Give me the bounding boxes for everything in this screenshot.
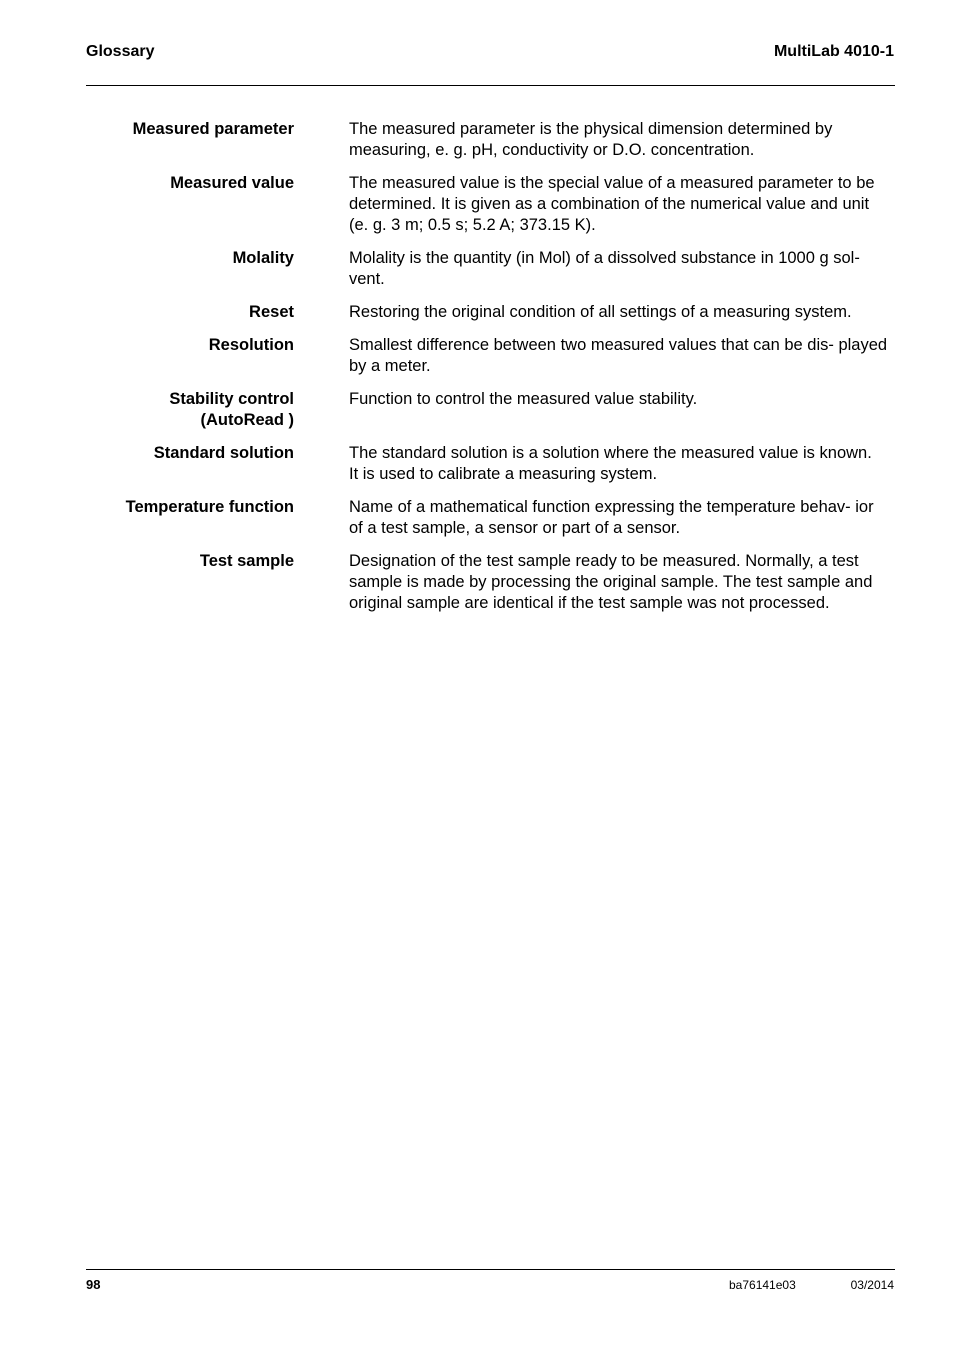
glossary-definition (349, 302, 889, 323)
glossary-term (86, 443, 294, 464)
glossary-definition-paragraph: The standard solution is a solution where the measured value is known. (349, 444, 872, 462)
footer-document-id: ba76141e03 (729, 1278, 796, 1292)
footer-page-number: 98 (86, 1277, 101, 1292)
glossary-definition (349, 335, 889, 377)
glossary-definition (349, 119, 889, 161)
glossary-definition (349, 443, 889, 485)
glossary-term-line: (AutoRead ) (200, 411, 294, 429)
glossary-entry (86, 335, 895, 377)
glossary-term (86, 335, 294, 356)
glossary-term-line: Resolution (208, 336, 294, 354)
header-section-title: Glossary (86, 43, 155, 60)
glossary-definition-paragraph: The measured parameter is the physical dimension determined by measuring, e. g. pH, conductivity or D.O. concentration. (349, 120, 833, 159)
glossary-entry (86, 551, 895, 614)
glossary-term-line: Measured value (170, 174, 294, 192)
glossary-term (86, 302, 294, 323)
glossary-definition-paragraph: Designation of the test sample ready to be measured. Normally, a test sample is made by processing the original sample. The test sample and original sample are identical if the test sample was not processed. (349, 552, 873, 612)
footer-date: 03/2014 (850, 1278, 894, 1292)
glossary-term-line: Temperature function (125, 498, 294, 516)
glossary-entry (86, 302, 895, 323)
glossary-definition (349, 248, 889, 290)
glossary-definition-paragraph: The measured value is the special value of a measured parameter to be determined. It is given as a combination of the numerical value and unit (e. g. 3 m; 0.5 s; 5.2 A; 373.15 K). (349, 174, 875, 234)
glossary-term (86, 497, 294, 518)
glossary-term (86, 248, 294, 269)
glossary-definition-paragraph: Molality is the quantity (in Mol) of a dissolved substance in 1000 g sol- vent. (349, 249, 860, 288)
glossary-term-line: Standard solution (153, 444, 294, 462)
glossary-entry (86, 119, 895, 161)
glossary-entry (86, 389, 895, 431)
glossary-definition (349, 551, 889, 614)
glossary-entry (86, 497, 895, 539)
glossary-term-line: Measured parameter (132, 120, 294, 138)
glossary-entry (86, 173, 895, 236)
glossary-definition-paragraph: Name of a mathematical function expressing the temperature behav- ior of a test sample, a sensor or part of a sensor. (349, 498, 874, 537)
header-product-name: MultiLab 4010-1 (773, 43, 894, 60)
glossary-term-line: Stability control (169, 390, 294, 408)
glossary-definition-paragraph: It is used to calibrate a measuring system. (349, 465, 658, 483)
glossary-entry (86, 248, 895, 290)
glossary-term-line: Reset (249, 303, 294, 321)
glossary-definition (349, 389, 889, 410)
glossary-term (86, 119, 294, 140)
footer-divider (86, 1269, 895, 1270)
glossary-definition (349, 173, 889, 236)
glossary-term (86, 173, 294, 194)
glossary-term-line: Molality (232, 249, 294, 267)
glossary-definition-paragraph: Function to control the measured value stability. (349, 390, 698, 408)
glossary-definition-paragraph: Restoring the original condition of all settings of a measuring system. (349, 303, 852, 321)
header-divider (86, 85, 895, 86)
glossary-term (86, 389, 294, 431)
glossary-definition (349, 497, 889, 539)
glossary-term (86, 551, 294, 572)
glossary-term-line: Test sample (199, 552, 294, 570)
glossary-list (86, 119, 895, 626)
glossary-entry (86, 443, 895, 485)
glossary-definition-paragraph: Smallest difference between two measured values that can be dis- played by a meter. (349, 336, 888, 375)
